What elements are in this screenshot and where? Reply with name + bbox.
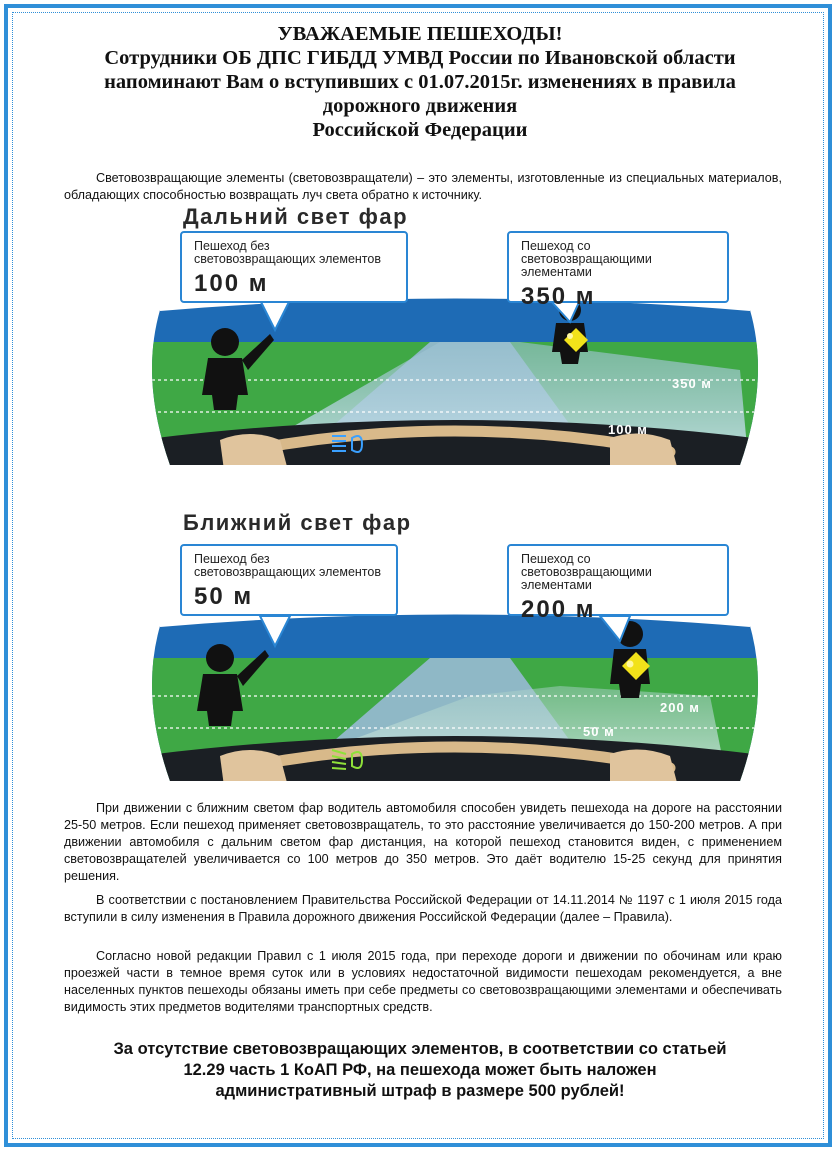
bubble-label: Пешеход без световозвращающих элементов (194, 552, 381, 579)
high-beam-far-distance: 350 м (672, 376, 712, 391)
footer-warning (40, 1039, 800, 1102)
intro-paragraph: Световозвращающие элементы (световозвращатели) – это элементы, изготовленные из специальных материалов, обладающих способностью возвращать луч света обратно к источнику. (64, 171, 782, 202)
bubble-value: 100 м (194, 270, 269, 297)
low-beam-title: Ближний свет фар (183, 510, 412, 535)
low-beam-right-bubble (507, 544, 729, 623)
bubble-label: Пешеход со световозвращающими элементами (521, 239, 652, 279)
low-beam-far-distance: 200 м (660, 700, 700, 715)
header-line-3: напоминают Вам о вступивших с 01.07.2015г. изменениях в правила (104, 71, 736, 93)
footer-line-3: административный штраф в размере 500 рублей! (215, 1082, 625, 1100)
bubble-value: 350 м (521, 283, 596, 310)
footer-line-2: 12.29 часть 1 КоАП РФ, на пешехода может быть наложен (183, 1061, 657, 1079)
header (30, 22, 810, 142)
footer-line-1: За отсутствие световозвращающих элементов, в соответствии со статьей (113, 1040, 727, 1058)
header-line-5: Российской Федерации (312, 119, 528, 141)
high-beam-right-bubble (507, 231, 729, 310)
bubble-label: Пешеход со световозвращающими элементами (521, 552, 652, 592)
low-beam-near-distance: 50 м (583, 724, 615, 739)
body-paragraph-1: При движении с ближним светом фар водитель автомобиля способен увидеть пешехода на дороге на расстоянии 25-50 метров. Если пешеход применяет световозвращатель, то это расстояние увеличивается до 150-200 метров. А при движении автомобиля с дальним светом фар дистанция, на которой пешеход становится виден, с применением световозвращателей увеличивается со 100 метров до 350 метров. Это даёт водителю 15-25 секунд для принятия решения. (64, 801, 782, 883)
bubble-label: Пешеход без световозвращающих элементов (194, 239, 381, 266)
bubble-value: 50 м (194, 583, 254, 610)
low-beam-left-bubble (180, 544, 398, 616)
header-line-4: дорожного движения (322, 95, 518, 117)
high-beam-near-distance: 100 м (608, 422, 648, 437)
header-title: УВАЖАЕМЫЕ ПЕШЕХОДЫ! (277, 23, 563, 45)
high-beam-left-bubble (180, 231, 408, 303)
header-line-2: Сотрудники ОБ ДПС ГИБДД УМВД России по Ивановской области (104, 47, 736, 69)
body-paragraph-2: В соответствии с постановлением Правительства Российской Федерации от 14.11.2014 № 1197 с 1 июля 2015 года вступили в силу изменения в Правила дорожного движения Российской Федерации (далее – Правила). (64, 893, 782, 924)
body-paragraph-3: Согласно новой редакции Правил с 1 июля 2015 года, при переходе дороги и движении по обочинам или краю проезжей части в темное время суток или в условиях недостаточной видимости пешеходам рекомендуется, а вне населенных пунктов пешеходы обязаны иметь при себе предметы со световозвращающими элементами и обеспечивать видимость этих предметов водителями транспортных средств. (64, 949, 782, 1014)
bubble-value: 200 м (521, 596, 596, 623)
high-beam-title: Дальний свет фар (183, 204, 409, 229)
